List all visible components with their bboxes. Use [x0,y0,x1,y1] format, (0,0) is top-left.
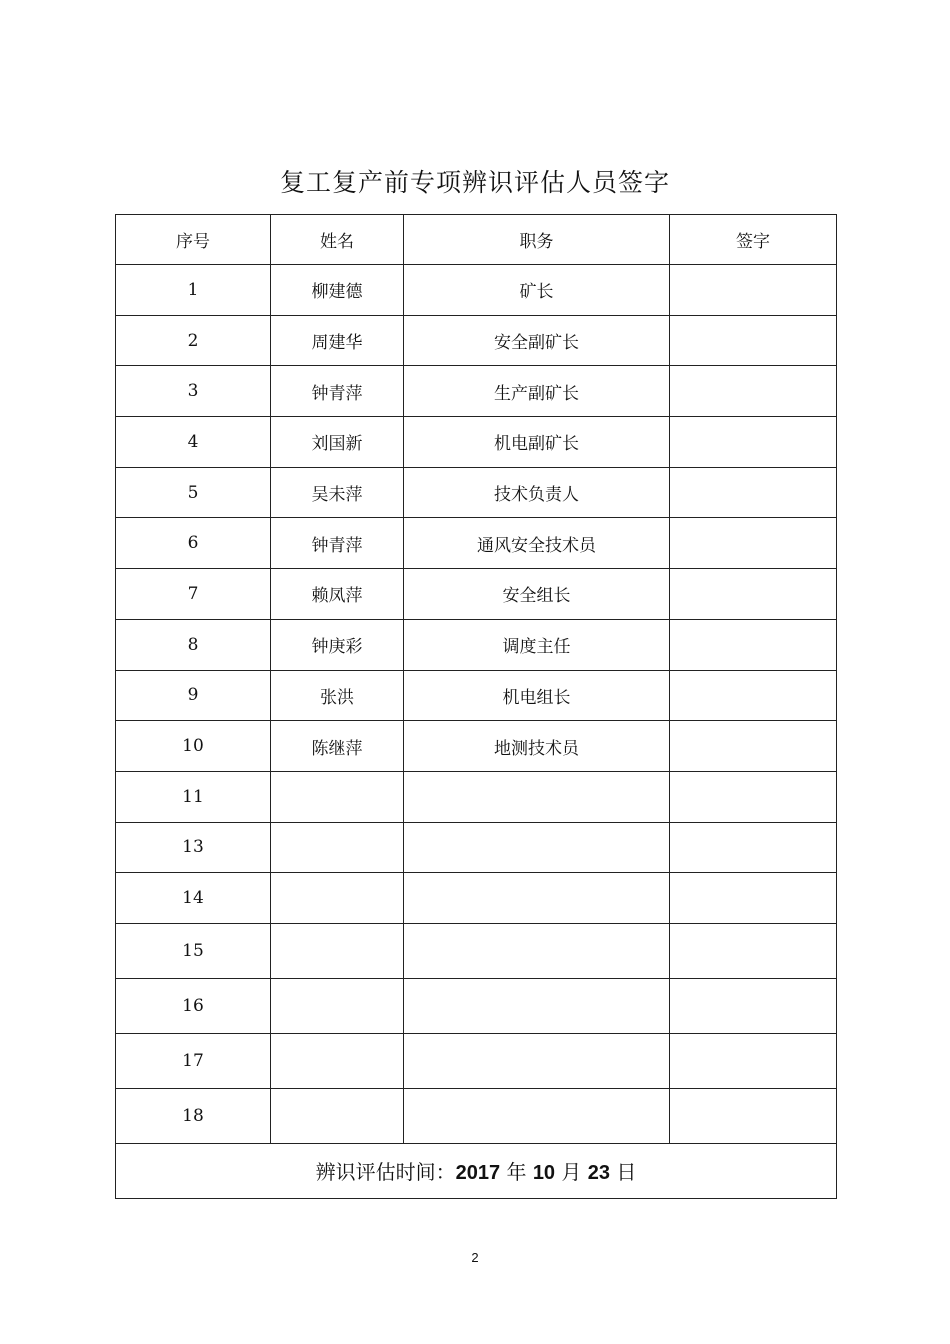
row-number: 16 [116,978,271,1033]
table-row [116,619,837,670]
signature-cell[interactable] [670,315,837,366]
row-number: 6 [116,518,271,569]
person-name: 周建华 [271,315,404,366]
table-row [116,315,837,366]
row-number: 9 [116,670,271,721]
job-title [404,771,670,822]
row-number: 18 [116,1088,271,1143]
job-title [404,822,670,873]
job-title: 机电组长 [404,670,670,721]
signature-cell[interactable] [670,1088,837,1143]
row-number: 13 [116,822,271,873]
signature-cell[interactable] [670,518,837,569]
page-title: 复工复产前专项辨识评估人员签字 [279,168,670,197]
job-title: 地测技术员 [404,721,670,772]
person-name [271,1033,404,1088]
table-row [116,518,837,569]
assessment-date [116,1143,837,1198]
person-name [271,822,404,873]
header-sign: 签字 [670,215,837,265]
job-title [404,978,670,1033]
job-title: 矿长 [404,265,670,316]
row-number: 14 [116,873,271,924]
signature-cell[interactable] [670,265,837,316]
date-label: 辨识评估时间： [315,1160,456,1185]
signature-cell[interactable] [670,366,837,417]
table-row [116,366,837,417]
signature-cell[interactable] [670,873,837,924]
person-name: 陈继萍 [271,721,404,772]
person-name [271,1088,404,1143]
signature-cell[interactable] [670,467,837,518]
row-number: 10 [116,721,271,772]
signature-cell[interactable] [670,822,837,873]
row-number: 7 [116,569,271,620]
table-row [116,923,837,978]
header-duty: 职务 [404,215,670,265]
person-name: 钟青萍 [271,366,404,417]
date-day: 23 [587,1162,611,1185]
table-row [116,1088,837,1143]
row-number: 17 [116,1033,271,1088]
job-title: 技术负责人 [404,467,670,518]
job-title: 调度主任 [404,619,670,670]
person-name: 钟庚彩 [271,619,404,670]
date-year-unit: 年 [506,1160,527,1185]
person-name: 刘国新 [271,417,404,468]
row-number: 2 [116,315,271,366]
person-name: 吴未萍 [271,467,404,518]
job-title: 安全组长 [404,569,670,620]
job-title: 机电副矿长 [404,417,670,468]
date-day-unit: 日 [616,1160,637,1185]
person-name: 钟青萍 [271,518,404,569]
job-title: 安全副矿长 [404,315,670,366]
table-row [116,771,837,822]
person-name [271,771,404,822]
job-title: 通风安全技术员 [404,518,670,569]
job-title [404,1088,670,1143]
signature-table [115,214,837,1199]
signature-cell[interactable] [670,569,837,620]
person-name [271,923,404,978]
table-row [116,417,837,468]
job-title: 生产副矿长 [404,366,670,417]
signature-cell[interactable] [670,721,837,772]
table-row [116,670,837,721]
date-month: 10 [532,1162,556,1185]
row-number: 1 [116,265,271,316]
signature-cell[interactable] [670,619,837,670]
row-number: 5 [116,467,271,518]
person-name: 张洪 [271,670,404,721]
person-name [271,873,404,924]
header-name: 姓名 [271,215,404,265]
person-name: 赖凤萍 [271,569,404,620]
row-number: 4 [116,417,271,468]
job-title [404,873,670,924]
header-no: 序号 [116,215,271,265]
table-row [116,1033,837,1088]
table-row [116,873,837,924]
signature-cell[interactable] [670,771,837,822]
row-number: 11 [116,771,271,822]
table-row [116,467,837,518]
signature-cell[interactable] [670,923,837,978]
page-number: 2 [471,1250,479,1265]
person-name: 柳建德 [271,265,404,316]
table-row [116,569,837,620]
table-row [116,265,837,316]
date-year: 2017 [455,1162,501,1185]
signature-cell[interactable] [670,1033,837,1088]
job-title [404,1033,670,1088]
row-number: 3 [116,366,271,417]
person-name [271,978,404,1033]
table-header-row [116,215,837,265]
signature-cell[interactable] [670,417,837,468]
table-row [116,822,837,873]
date-month-unit: 月 [561,1160,582,1185]
signature-cell[interactable] [670,670,837,721]
table-row [116,721,837,772]
assessment-date-row [116,1143,837,1198]
signature-cell[interactable] [670,978,837,1033]
row-number: 8 [116,619,271,670]
table-row [116,978,837,1033]
row-number: 15 [116,923,271,978]
job-title [404,923,670,978]
